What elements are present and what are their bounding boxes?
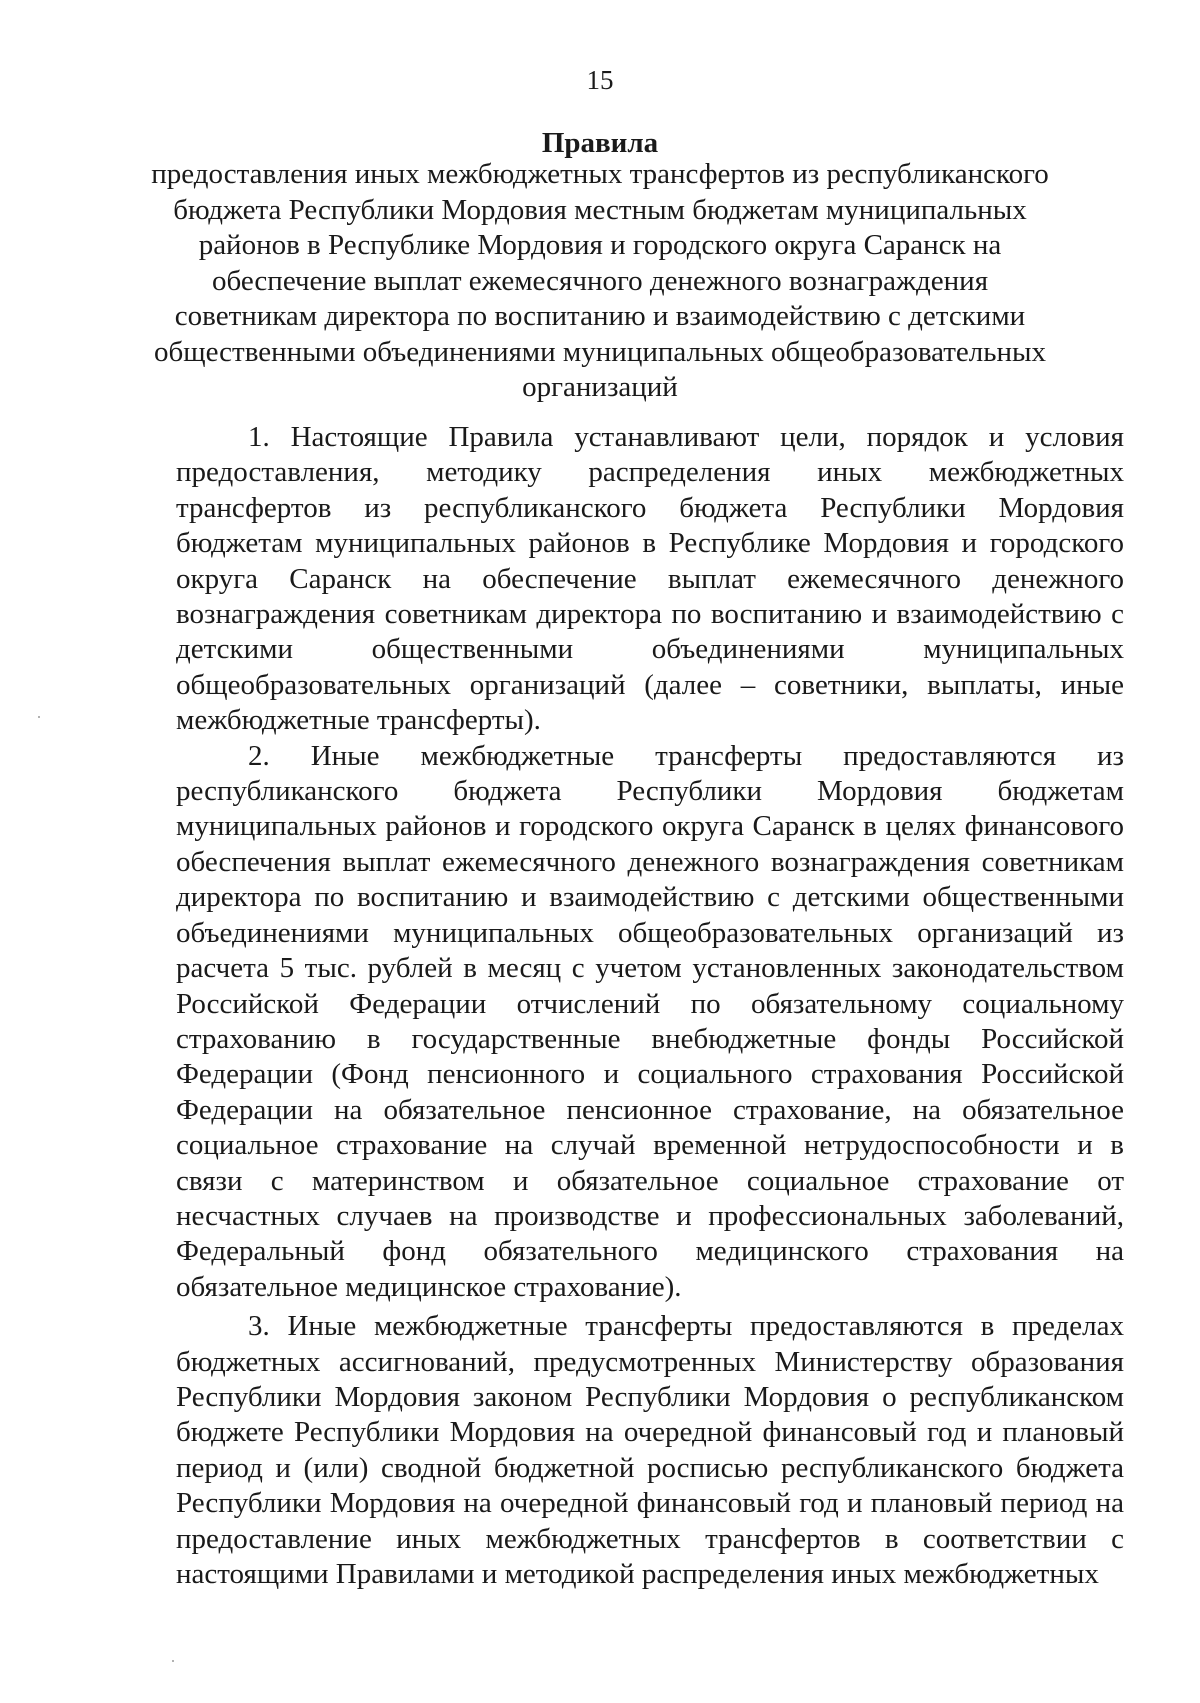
paragraph-3: 3. Иные межбюджетные трансферты предоставляются в пределах бюджетных ассигнований, предусмотренных Министерству образования Республики Мордовия законом Республики Мордовия о республиканском бюджете Республики Мордовия на очередной финансовый год и плановый период и (или) сводной бюджетной росписью республиканского бюджета Республики Мордовия на очередной финансовый год и плановый период на предоставление иных межбюджетных трансфертов в соответствии с настоящими Правилами и методикой распределения иных межбюджетных <box>176 1310 1124 1590</box>
document-subtitle: предоставления иных межбюджетных трансфертов из республиканского бюджета Республики Мордовия местным бюджетам муниципальных районов в Республике Мордовия и городского округа Саранск на обеспечение выплат ежемесячного денежного вознаграждения советникам директора по воспитанию и взаимодействию с детскими общественными объединениями муниципальных общеобразовательных организаций <box>151 158 1049 403</box>
scan-speck <box>38 716 40 718</box>
scan-speck <box>172 1660 174 1662</box>
document-title: Правила <box>541 127 659 159</box>
paragraph-1: 1. Настоящие Правила устанавливают цели, порядок и условия предоставления, методику распределения иных межбюджетных трансфертов из республиканского бюджета Республики Мордовия бюджетам муниципальных районов в Республике Мордовия и городского округа Саранск на обеспечение выплат ежемесячного денежного вознаграждения советникам директора по воспитанию и взаимодействию с детскими общественными объединениями муниципальных общеобразовательных организаций (далее – советники, выплаты, иные межбюджетные трансферты). <box>176 421 1124 737</box>
document-body <box>176 420 1124 1592</box>
paragraph-2: 2. Иные межбюджетные трансферты предоставляются из республиканского бюджета Республики Мордовия бюджетам муниципальных районов и городского округа Саранск в целях финансового обеспечения выплат ежемесячного денежного вознаграждения советникам директора по воспитанию и взаимодействию с детскими общественными объединениями муниципальных общеобразовательных организаций из расчета 5 тыс. рублей в месяц с учетом установленных законодательством Российской Федерации отчислений по обязательному социальному страхованию в государственные внебюджетные фонды Российской Федерации (Фонд пенсионного и социального страхования Российской Федерации на обязательное пенсионное страхование, на обязательное социальное страхование на случай временной нетрудоспособности и в связи с материнством и обязательное социальное страхование от несчастных случаев на производстве и профессиональных заболеваний, Федеральный фонд обязательного медицинского страхования на обязательное медицинское страхование). <box>176 739 1124 1303</box>
page-number: 15 <box>586 65 614 95</box>
